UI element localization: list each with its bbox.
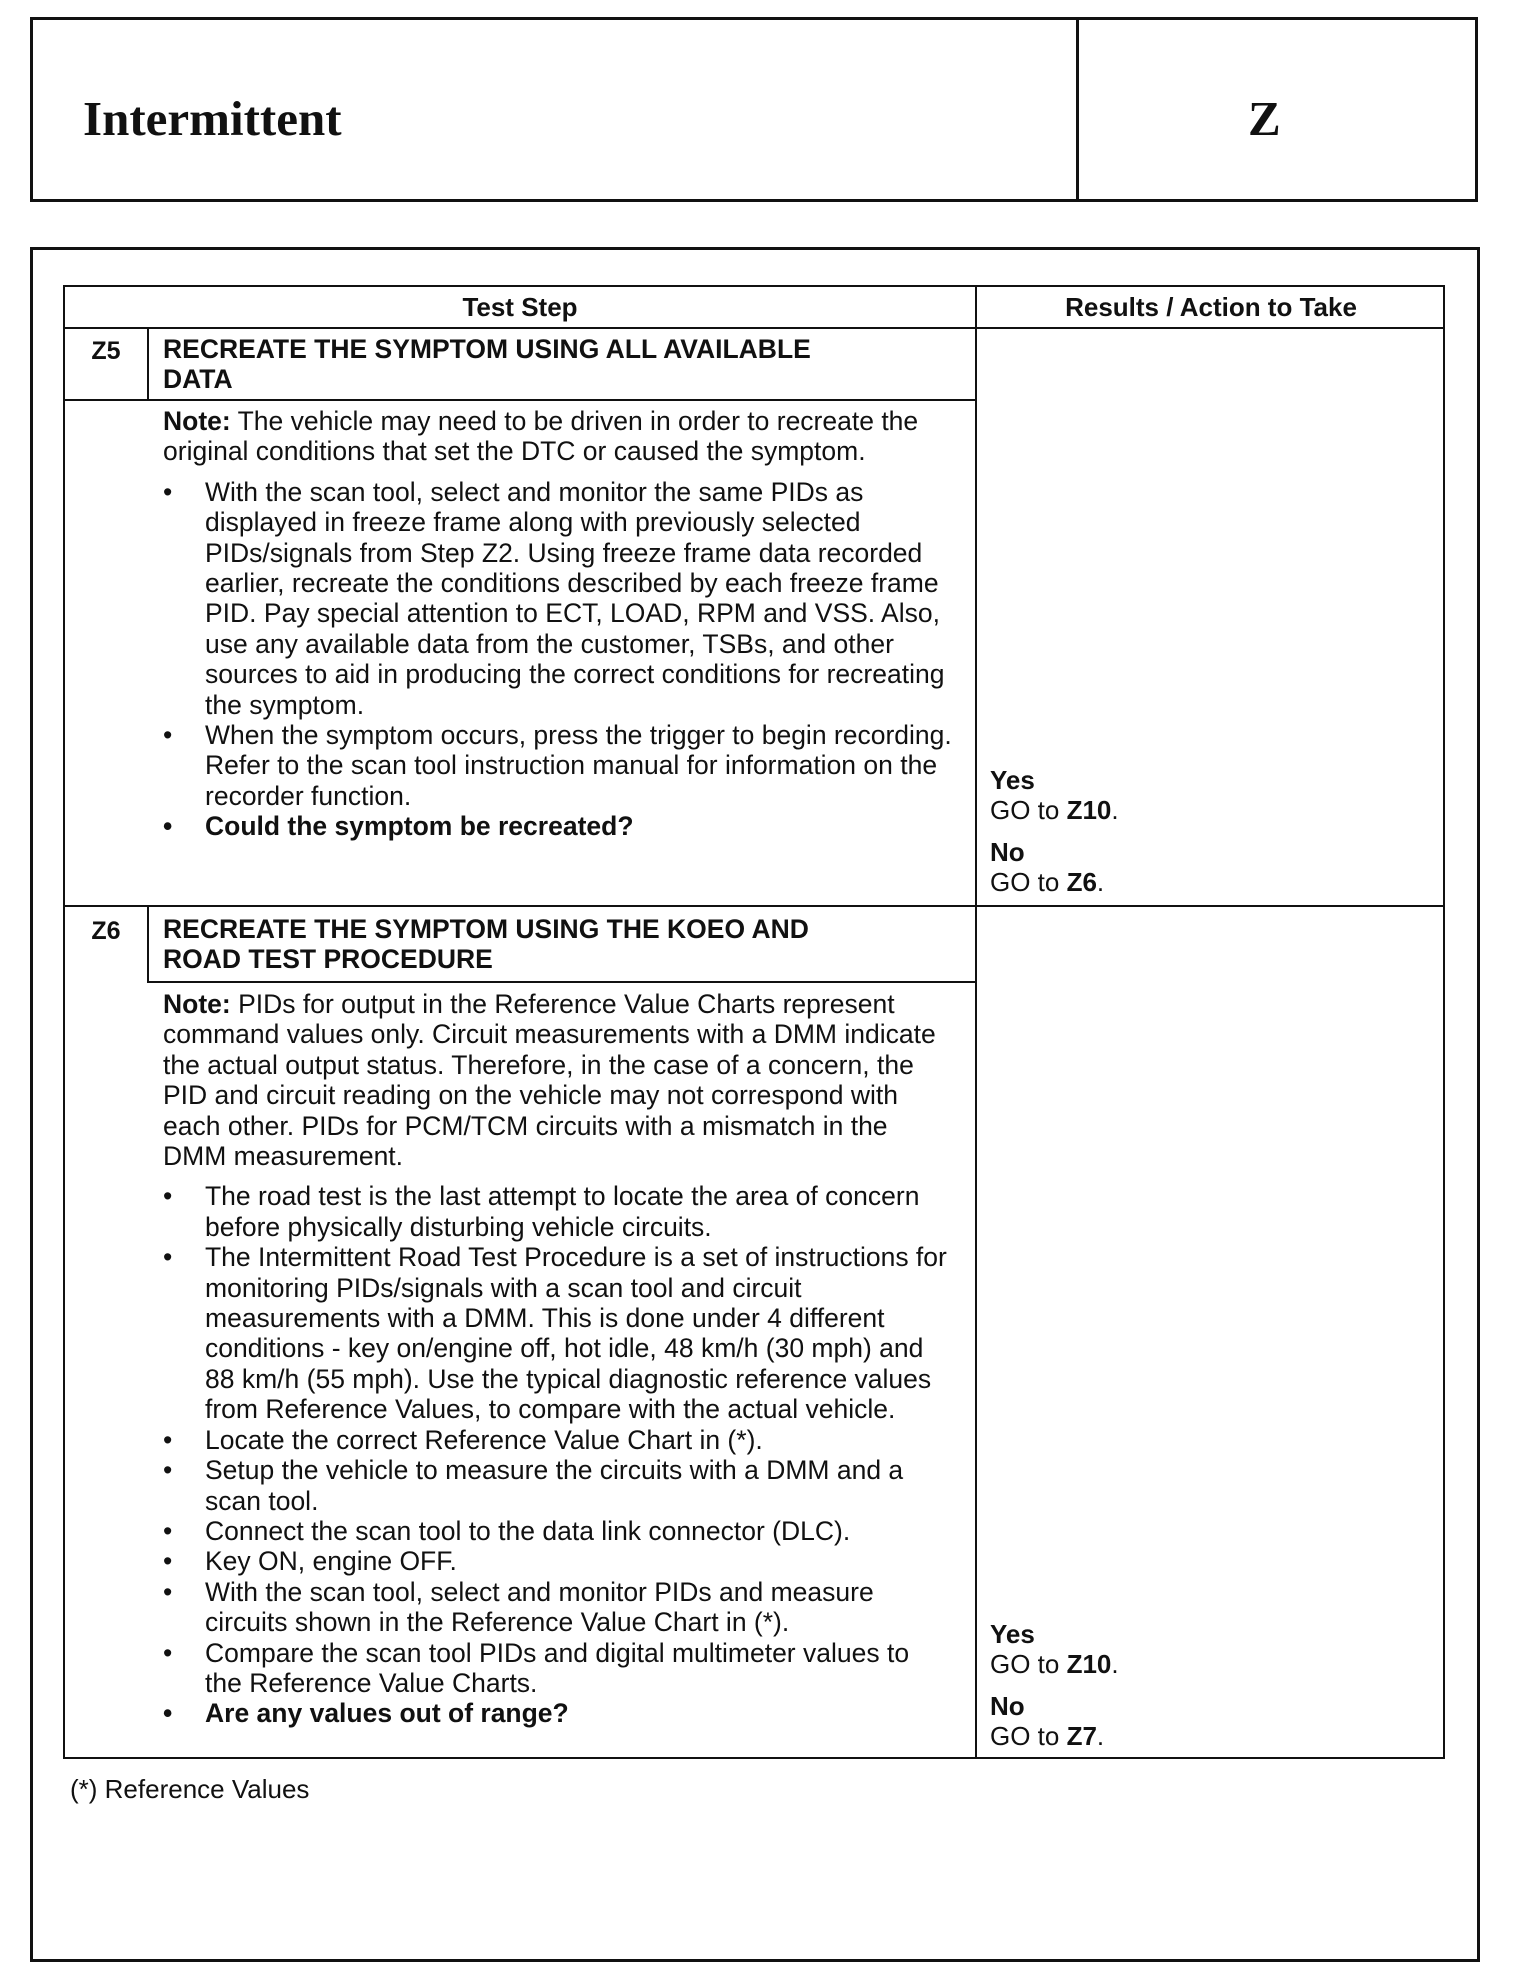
footnote: (*) Reference Values	[70, 1774, 310, 1804]
list-item: • Locate the correct Reference Value Chart in (*).	[163, 1425, 953, 1455]
go-to-text: GO to	[990, 867, 1067, 897]
list-item: • When the symptom occurs, press the trigger to begin recording. Refer to the scan tool instruction manual for information on the recorder function.	[163, 720, 953, 811]
step-id-divider	[147, 907, 149, 981]
column-divider	[975, 287, 977, 1757]
step-bullets	[163, 1181, 953, 1728]
no-action: GO to Z6.	[990, 867, 1105, 897]
step-row-divider	[65, 905, 1443, 907]
header-box	[30, 17, 1478, 202]
step-title-line: RECREATE THE SYMPTOM USING ALL AVAILABLE	[163, 334, 811, 364]
yes-action: GO to Z10.	[990, 1649, 1119, 1679]
step-title-line: ROAD TEST PROCEDURE	[163, 944, 493, 974]
list-item: • Connect the scan tool to the data link connector (DLC).	[163, 1516, 953, 1546]
note-text: PIDs for output in the Reference Value Charts represent command values only. Circuit measurements with a DMM indicate the actual output status. Therefore, in the case of a concern, the PID and circuit reading on the vehicle may not correspond with each other. PIDs for PCM/TCM circuits with a mismatch in the DMM measurement.	[163, 989, 936, 1172]
step-title-line: DATA	[163, 364, 233, 394]
step-note	[163, 406, 953, 467]
list-item: • Are any values out of range?	[163, 1698, 953, 1728]
step-title-divider	[65, 399, 975, 401]
page-title: Intermittent	[83, 91, 342, 146]
results-header: Results / Action to Take	[1065, 292, 1357, 322]
step-title-line: RECREATE THE SYMPTOM USING THE KOEO AND	[163, 914, 809, 944]
test-step-header: Test Step	[462, 292, 578, 322]
go-to-text: GO to	[990, 1721, 1067, 1751]
yes-action: GO to Z10.	[990, 795, 1119, 825]
go-to-text: GO to	[990, 1649, 1067, 1679]
step-title-divider	[147, 981, 975, 983]
result-z5	[990, 765, 1119, 897]
list-item: • The road test is the last attempt to locate the area of concern before physically disturbing vehicle circuits.	[163, 1181, 953, 1242]
yes-target-step: Z10	[1066, 795, 1112, 825]
note-label: Note:	[163, 989, 231, 1019]
list-item: • The Intermittent Road Test Procedure is a set of instructions for monitoring PIDs/signals with a scan tool and circuit measurements with a DMM. This is done under 4 different conditions - key on/engine off, hot idle, 48 km/h (30 mph) and 88 km/h (55 mph). Use the typical diagnostic reference values from Reference Values, to compare with the actual vehicle.	[163, 1242, 953, 1424]
yes-label: Yes	[990, 765, 1035, 795]
step-id-z6: Z6	[91, 917, 121, 945]
no-label: No	[990, 1691, 1025, 1721]
step-title-z5	[163, 334, 811, 394]
no-action: GO to Z7.	[990, 1721, 1105, 1751]
step-bullets	[163, 477, 953, 842]
step-body-z6	[163, 989, 953, 1729]
header-divider	[1076, 20, 1079, 199]
section-code: Z	[1248, 91, 1281, 146]
no-target-step: Z7	[1066, 1721, 1097, 1751]
step-id-z5: Z5	[91, 337, 121, 365]
list-item: • Key ON, engine OFF.	[163, 1546, 953, 1576]
note-text: The vehicle may need to be driven in order to recreate the original conditions that set the DTC or caused the symptom.	[163, 406, 919, 467]
list-item: • With the scan tool, select and monitor the same PIDs as displayed in freeze frame along with previously selected PIDs/signals from Step Z2. Using freeze frame data recorded earlier, recreate the conditions described by each freeze frame PID. Pay special attention to ECT, LOAD, RPM and VSS. Also, use any available data from the customer, TSBs, and other sources to aid in producing the correct conditions for recreating the symptom.	[163, 477, 953, 720]
step-id-divider	[147, 327, 149, 399]
no-target-step: Z6	[1066, 867, 1097, 897]
list-item: • Setup the vehicle to measure the circuits with a DMM and a scan tool.	[163, 1455, 953, 1516]
step-body-z5	[163, 406, 953, 842]
note-label: Note:	[163, 406, 231, 436]
test-step-table	[63, 285, 1445, 1759]
yes-label: Yes	[990, 1619, 1035, 1649]
yes-target-step: Z10	[1066, 1649, 1112, 1679]
go-to-text: GO to	[990, 795, 1067, 825]
header-row-divider	[65, 327, 1443, 329]
list-item: • With the scan tool, select and monitor PIDs and measure circuits shown in the Reference Value Chart in (*).	[163, 1577, 953, 1638]
no-label: No	[990, 837, 1025, 867]
list-item: • Compare the scan tool PIDs and digital multimeter values to the Reference Value Charts.	[163, 1638, 953, 1699]
step-note	[163, 989, 953, 1171]
step-title-z6	[163, 914, 809, 974]
list-item: • Could the symptom be recreated?	[163, 811, 953, 841]
result-z6	[990, 1619, 1119, 1751]
